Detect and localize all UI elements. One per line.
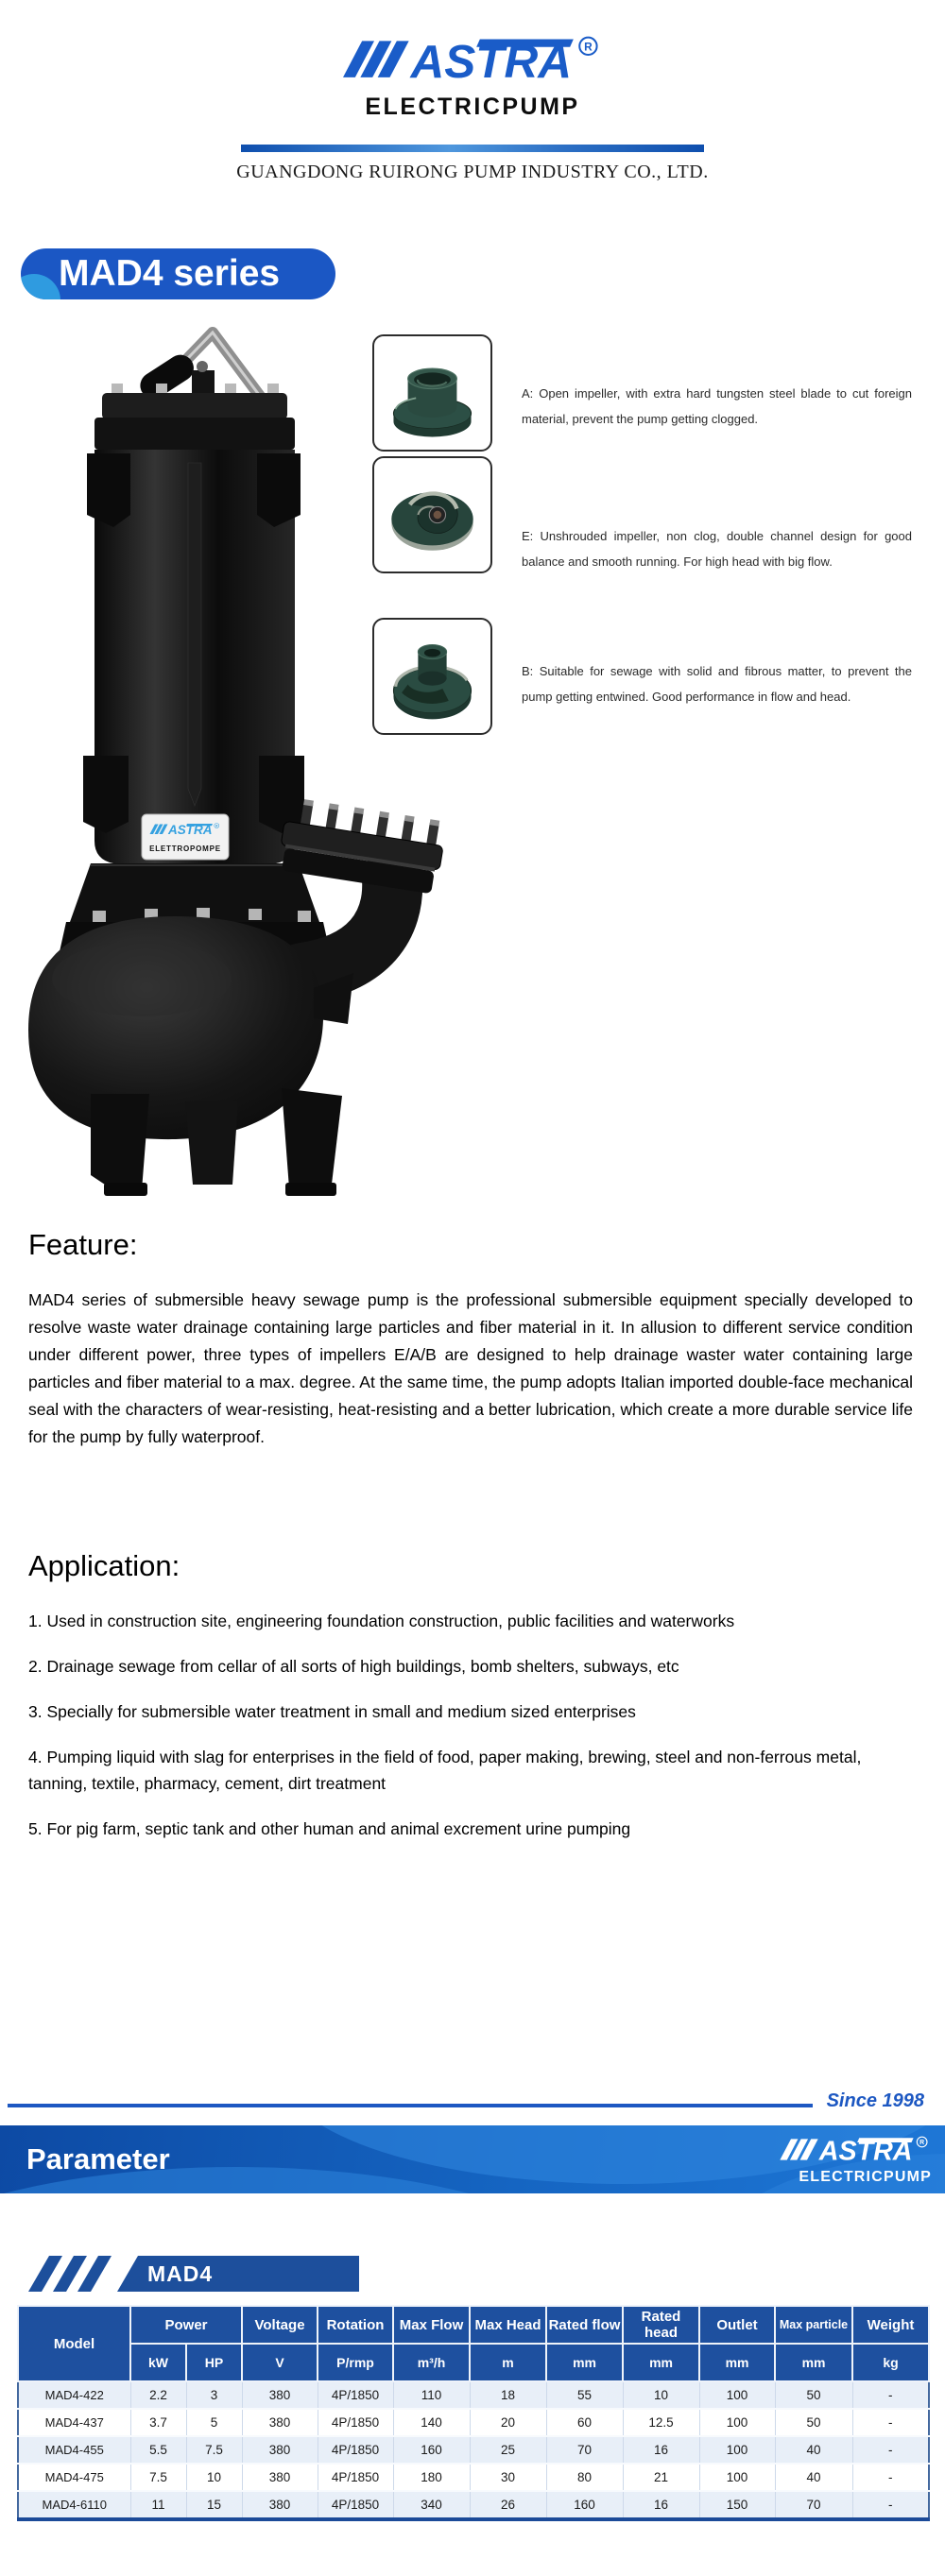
value-cell: - <box>852 2491 929 2519</box>
feature-section <box>28 1228 913 1451</box>
value-cell: 2.2 <box>130 2381 186 2409</box>
impeller-b-description: B: Suitable for sewage with solid and fibrous matter, to prevent the pump getting entwined. Good performance in flow and head. <box>522 664 912 704</box>
unit-header: mm <box>699 2344 775 2381</box>
value-cell: 380 <box>242 2436 318 2464</box>
col-header: Rated head <box>623 2306 699 2344</box>
application-item: 1. Used in construction site, engineering foundation construction, public facilities and waterworks <box>28 1612 735 1630</box>
value-cell: 50 <box>775 2381 852 2409</box>
unit-header: V <box>242 2344 318 2381</box>
series-badge-label: MAD4 series <box>59 253 281 294</box>
col-header-model: Model <box>18 2306 130 2381</box>
channel-impeller-photo <box>380 625 485 727</box>
value-cell: 100 <box>699 2464 775 2491</box>
impeller-a-description: A: Open impeller, with extra hard tungsten steel blade to cut foreign material, prevent the pump getting clogged. <box>522 386 912 426</box>
unit-header: mm <box>775 2344 852 2381</box>
motor-top-cap <box>94 384 295 450</box>
value-cell: 3.7 <box>130 2409 186 2436</box>
table-series-tab <box>19 2256 359 2292</box>
application-item: 4. Pumping liquid with slag for enterprises in the field of food, paper making, brewing, steel and non-ferrous metal, tanning, textile, pharmacy, cement, dirt treatment <box>28 1748 862 1793</box>
value-cell: 100 <box>699 2409 775 2436</box>
open-impeller-photo <box>380 342 485 444</box>
feature-body: MAD4 series of submersible heavy sewage pump is the professional submersible equipment specially developed to resolve waste water drainage containing large particles and fiber material in it. In allusion to different service condition under different power, three types of impellers E/A/B are designed to help drainage waster water containing large particles and fiber material to a max. degree. At the same time, the pump adopts Italian imported double-face mechanical seal with the characters of wear-resisting, heat-resisting and a better lubrication, which create a more durable service life for the pump by fully waterproof. <box>28 1290 913 1446</box>
value-cell: 60 <box>546 2409 623 2436</box>
brand-header <box>0 32 945 121</box>
model-cell: MAD4-455 <box>18 2436 130 2464</box>
value-cell: 160 <box>546 2491 623 2519</box>
col-header: Max Flow <box>393 2306 470 2344</box>
table-series-tab-label: MAD4 <box>147 2261 214 2286</box>
col-header: Rotation <box>318 2306 393 2344</box>
model-cell: MAD4-6110 <box>18 2491 130 2519</box>
value-cell: 5 <box>186 2409 242 2436</box>
impeller-e-description: E: Unshrouded impeller, non clog, double channel design for good balance and smooth running. For high head with big flow. <box>522 529 912 569</box>
value-cell: 25 <box>470 2436 546 2464</box>
col-header: Max particle <box>775 2306 852 2344</box>
value-cell: 15 <box>186 2491 242 2519</box>
table-row <box>18 2464 929 2491</box>
band-brand-subtext: ELECTRICPUMP <box>799 2169 932 2185</box>
value-cell: 40 <box>775 2436 852 2464</box>
table-row <box>18 2491 929 2519</box>
application-title: Application: <box>28 1549 180 1582</box>
value-cell: 380 <box>242 2491 318 2519</box>
value-cell: 4P/1850 <box>318 2491 393 2519</box>
value-cell: 11 <box>130 2491 186 2519</box>
col-header: Rated flow <box>546 2306 623 2344</box>
impeller-a-photo-box <box>372 334 492 452</box>
value-cell: - <box>852 2464 929 2491</box>
value-cell: 55 <box>546 2381 623 2409</box>
unit-header: P/rmp <box>318 2344 393 2381</box>
value-cell: 10 <box>623 2381 699 2409</box>
value-cell: 380 <box>242 2464 318 2491</box>
unshrouded-impeller-photo <box>380 464 485 566</box>
value-cell: 12.5 <box>623 2409 699 2436</box>
value-cell: 100 <box>699 2381 775 2409</box>
value-cell: 80 <box>546 2464 623 2491</box>
pump-nameplate <box>142 814 229 860</box>
seal-chamber <box>70 863 319 922</box>
col-header-power: Power <box>130 2306 242 2344</box>
company-name: GUANGDONG RUIRONG PUMP INDUSTRY CO., LTD. <box>236 162 709 182</box>
value-cell: 20 <box>470 2409 546 2436</box>
value-cell: 3 <box>186 2381 242 2409</box>
value-cell: 380 <box>242 2381 318 2409</box>
mastra-logo-icon <box>779 2134 932 2166</box>
value-cell: 110 <box>393 2381 470 2409</box>
feature-title: Feature: <box>28 1228 138 1261</box>
nameplate-text: ELETTROPOMPE <box>149 844 221 853</box>
application-item: 5. For pig farm, septic tank and other human and animal excrement urine pumping <box>28 1819 631 1838</box>
value-cell: 18 <box>470 2381 546 2409</box>
value-cell: 26 <box>470 2491 546 2519</box>
col-header: Weight <box>852 2306 929 2344</box>
application-item: 3. Specially for submersible water treatment in small and medium sized enterprises <box>28 1702 636 1721</box>
parameter-band <box>0 2125 945 2193</box>
since-badge: Since 1998 <box>826 2090 924 2111</box>
header-divider <box>241 145 704 152</box>
application-item: 2. Drainage sewage from cellar of all sorts of high buildings, bomb shelters, subways, etc <box>28 1657 679 1676</box>
unit-header: kW <box>130 2344 186 2381</box>
table-body <box>18 2381 929 2519</box>
parameter-title: Parameter <box>26 2142 170 2175</box>
table-row <box>18 2436 929 2464</box>
value-cell: 160 <box>393 2436 470 2464</box>
model-cell: MAD4-437 <box>18 2409 130 2436</box>
unit-header: m³/h <box>393 2344 470 2381</box>
value-cell: 100 <box>699 2436 775 2464</box>
col-header: Max Head <box>470 2306 546 2344</box>
unit-header: HP <box>186 2344 242 2381</box>
value-cell: 4P/1850 <box>318 2381 393 2409</box>
value-cell: 70 <box>546 2436 623 2464</box>
value-cell: 7.5 <box>186 2436 242 2464</box>
unit-header: mm <box>546 2344 623 2381</box>
value-cell: - <box>852 2436 929 2464</box>
model-cell: MAD4-475 <box>18 2464 130 2491</box>
value-cell: 40 <box>775 2464 852 2491</box>
table-header <box>18 2306 929 2381</box>
col-header: Voltage <box>242 2306 318 2344</box>
impeller-b-photo-box <box>372 618 492 735</box>
value-cell: 16 <box>623 2436 699 2464</box>
value-cell: 340 <box>393 2491 470 2519</box>
parameter-table <box>17 2305 930 2521</box>
body-rib <box>188 463 201 806</box>
col-header: Outlet <box>699 2306 775 2344</box>
impeller-e-photo-box <box>372 456 492 573</box>
unit-header: m <box>470 2344 546 2381</box>
value-cell: 380 <box>242 2409 318 2436</box>
support-legs <box>91 1088 342 1196</box>
value-cell: 7.5 <box>130 2464 186 2491</box>
table-row <box>18 2409 929 2436</box>
band-brand-logo <box>752 2134 932 2186</box>
value-cell: 140 <box>393 2409 470 2436</box>
table-row <box>18 2381 929 2409</box>
unit-header: kg <box>852 2344 929 2381</box>
value-cell: - <box>852 2409 929 2436</box>
value-cell: 30 <box>470 2464 546 2491</box>
unit-header: mm <box>623 2344 699 2381</box>
value-cell: 10 <box>186 2464 242 2491</box>
value-cell: 50 <box>775 2409 852 2436</box>
mastra-logo-icon <box>343 32 603 88</box>
value-cell: 4P/1850 <box>318 2436 393 2464</box>
value-cell: 16 <box>623 2491 699 2519</box>
value-cell: 5.5 <box>130 2436 186 2464</box>
value-cell: 180 <box>393 2464 470 2491</box>
application-section <box>28 1549 913 1861</box>
series-badge <box>21 248 335 299</box>
value-cell: 70 <box>775 2491 852 2519</box>
value-cell: - <box>852 2381 929 2409</box>
since-divider <box>8 2104 813 2107</box>
value-cell: 150 <box>699 2491 775 2519</box>
value-cell: 4P/1850 <box>318 2409 393 2436</box>
model-cell: MAD4-422 <box>18 2381 130 2409</box>
brand-subtext: ELECTRICPUMP <box>365 94 580 120</box>
value-cell: 4P/1850 <box>318 2464 393 2491</box>
value-cell: 21 <box>623 2464 699 2491</box>
